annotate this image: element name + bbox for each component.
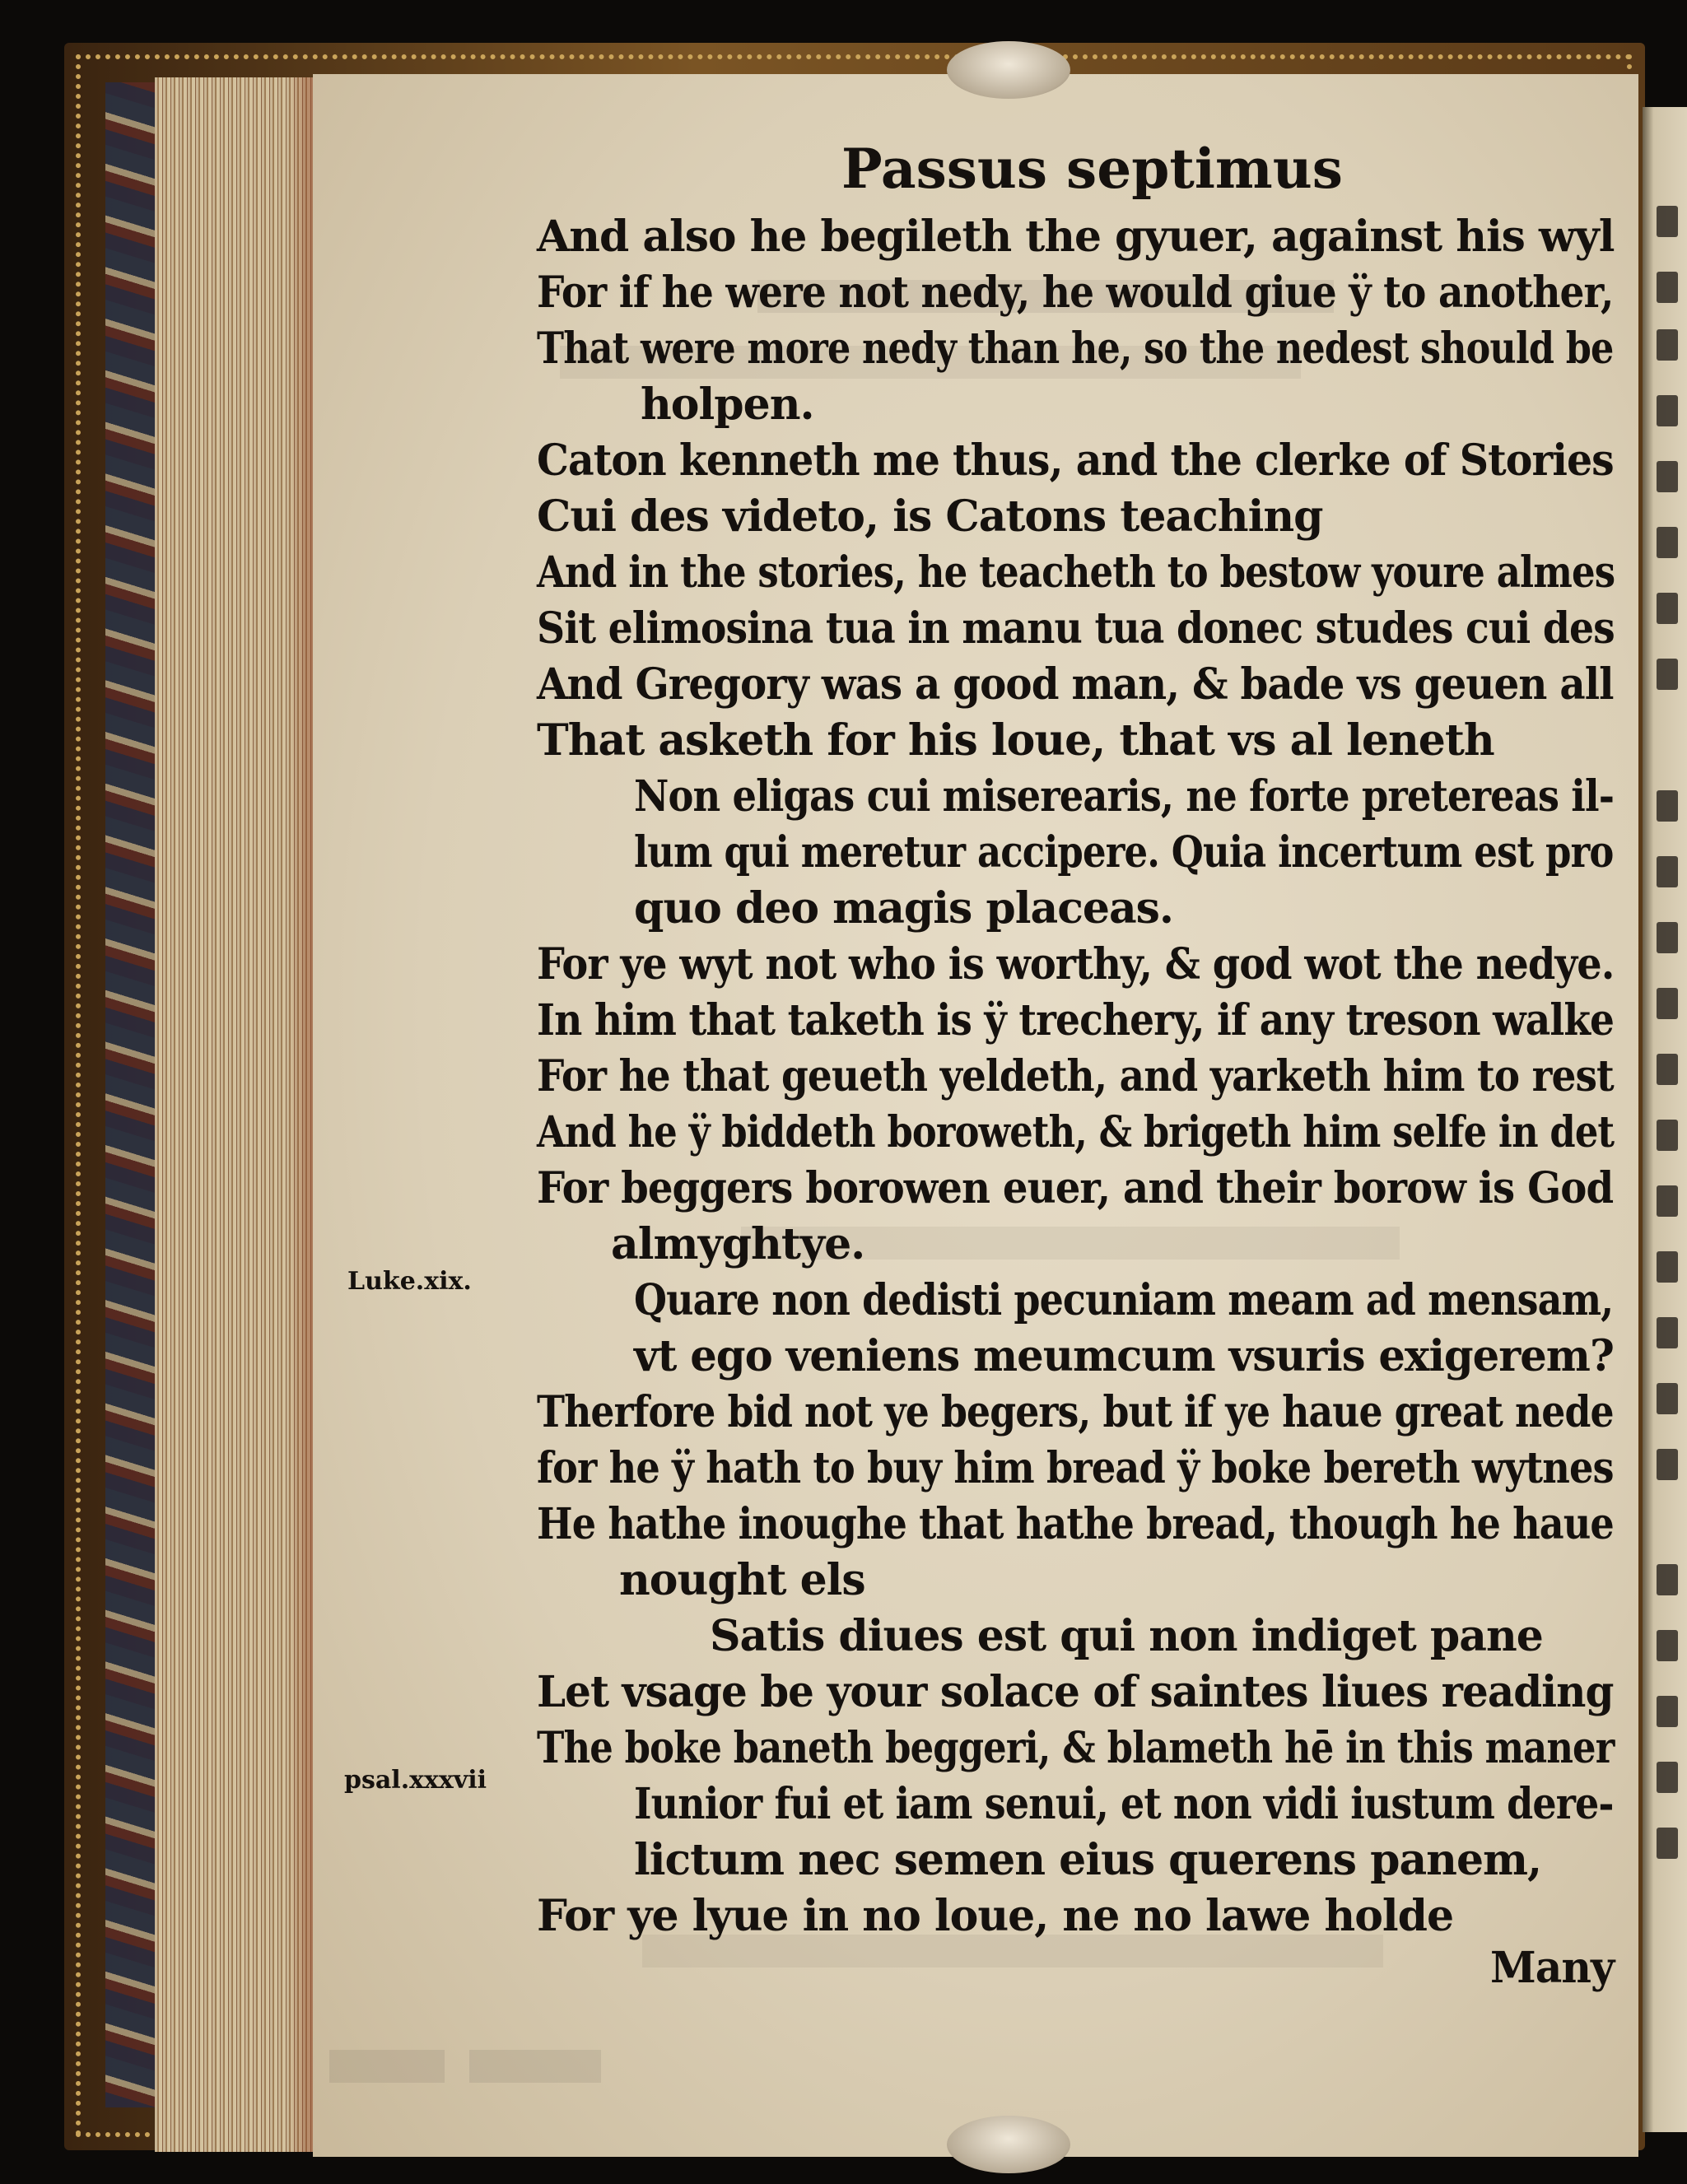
text-line: And also he begileth the gyuer, against his wyl bbox=[537, 212, 1615, 262]
text-line: quo deo magis placeas. bbox=[634, 883, 1174, 934]
text-line: The boke baneth beggeri, & blameth hē in this maner bbox=[537, 1723, 1615, 1773]
text-line: Satis diues est qui non indiget pane bbox=[710, 1611, 1543, 1661]
page-edge-shadow bbox=[288, 77, 316, 2152]
facing-page-fragment bbox=[1657, 1054, 1678, 1085]
text-line: Non eligas cui miserearis, ne forte pretereas il- bbox=[634, 771, 1615, 822]
facing-page-fragment bbox=[1657, 1828, 1678, 1859]
text-line: Cui des videto, is Catons teaching bbox=[537, 491, 1323, 542]
clasp-bottom bbox=[947, 2116, 1070, 2173]
text-line: And Gregory was a good man, & bade vs geuen all bbox=[537, 659, 1614, 710]
text-line: For if he were not nedy, he would giue ÿ to another, bbox=[537, 268, 1614, 318]
text-line: Quare non dedisti pecuniam meam ad mensam, bbox=[634, 1275, 1614, 1325]
facing-page-fragment bbox=[1657, 856, 1678, 887]
text-line: Let vsage be your solace of saintes liues reading bbox=[537, 1667, 1614, 1717]
text-line: And he ÿ biddeth boroweth, & brigeth him selfe in det bbox=[537, 1107, 1615, 1157]
facing-page-fragment bbox=[1657, 272, 1678, 303]
facing-page-fragment bbox=[1657, 461, 1678, 492]
facing-page-fragment bbox=[1657, 988, 1678, 1019]
text-line: vt ego veniens meumcum vsuris exigerem? bbox=[634, 1331, 1614, 1381]
text-line: For he that geueth yeldeth, and yarketh him to rest bbox=[537, 1051, 1614, 1101]
text-line: For ye lyue in no loue, ne no lawe holde bbox=[537, 1891, 1454, 1941]
facing-page-fragment bbox=[1657, 527, 1678, 558]
facing-page-fragment bbox=[1657, 1630, 1678, 1661]
text-line: And in the stories, he teacheth to bestow youre almes bbox=[537, 547, 1615, 598]
text-line: Sit elimosina tua in manu tua donec studes cui des bbox=[537, 603, 1615, 654]
text-line: He hathe inoughe that hathe bread, though he haue bbox=[537, 1499, 1614, 1549]
text-line: That asketh for his loue, that vs al leneth bbox=[537, 715, 1494, 766]
text-line: For ye wyt not who is worthy, & god wot the nedye. bbox=[537, 939, 1615, 990]
facing-page-fragment bbox=[1657, 1317, 1678, 1348]
facing-page-fragment bbox=[1657, 206, 1678, 237]
facing-page-fragment bbox=[1657, 1564, 1678, 1595]
clasp-top bbox=[947, 41, 1070, 99]
margin-note-psalm: psal.xxxvii bbox=[344, 1766, 487, 1795]
catchword: Many bbox=[1490, 1943, 1615, 1993]
facing-page-fragment bbox=[1657, 329, 1678, 361]
facing-page-fragment bbox=[1657, 659, 1678, 690]
text-line: holpen. bbox=[641, 380, 814, 430]
text-line: Therfore bid not ye begers, but if ye haue great nede bbox=[537, 1387, 1614, 1437]
facing-page-fragment bbox=[1657, 1120, 1678, 1151]
facing-page-fragment bbox=[1657, 1383, 1678, 1414]
text-line: lum qui meretur accipere. Quia incertum est pro bbox=[634, 827, 1614, 878]
marbled-endpaper bbox=[105, 82, 155, 2107]
facing-page-fragment bbox=[1657, 395, 1678, 426]
running-head: Passus septimus bbox=[841, 137, 1343, 201]
text-line: Caton kenneth me thus, and the clerke of Stories bbox=[537, 435, 1614, 486]
text-line: That were more nedy than he, so the nedest should be bbox=[537, 324, 1614, 374]
text-line: For beggers borowen euer, and their borow is God bbox=[537, 1163, 1614, 1213]
facing-page-fragment bbox=[1657, 1449, 1678, 1480]
text-line: for he ÿ hath to buy him bread ÿ boke bereth wytnes bbox=[537, 1443, 1614, 1493]
facing-page-fragment bbox=[1657, 593, 1678, 624]
facing-page-fragment bbox=[1657, 1762, 1678, 1793]
text-line: Iunior fui et iam senui, et non vidi iustum dere- bbox=[634, 1779, 1614, 1829]
text-line: lictum nec semen eius querens panem, bbox=[634, 1835, 1542, 1885]
text-line: nought els bbox=[619, 1555, 865, 1605]
facing-page-fragment bbox=[1657, 1696, 1678, 1727]
facing-page-fragment bbox=[1657, 922, 1678, 953]
facing-page-fragment bbox=[1657, 790, 1678, 822]
text-line: almyghtye. bbox=[611, 1219, 865, 1269]
text-line: In him that taketh is ÿ trechery, if any treson walke bbox=[537, 995, 1615, 1045]
margin-note-luke: Luke.xix. bbox=[347, 1267, 472, 1296]
facing-page-fragment bbox=[1657, 1251, 1678, 1283]
facing-page-fragment bbox=[1657, 1185, 1678, 1217]
